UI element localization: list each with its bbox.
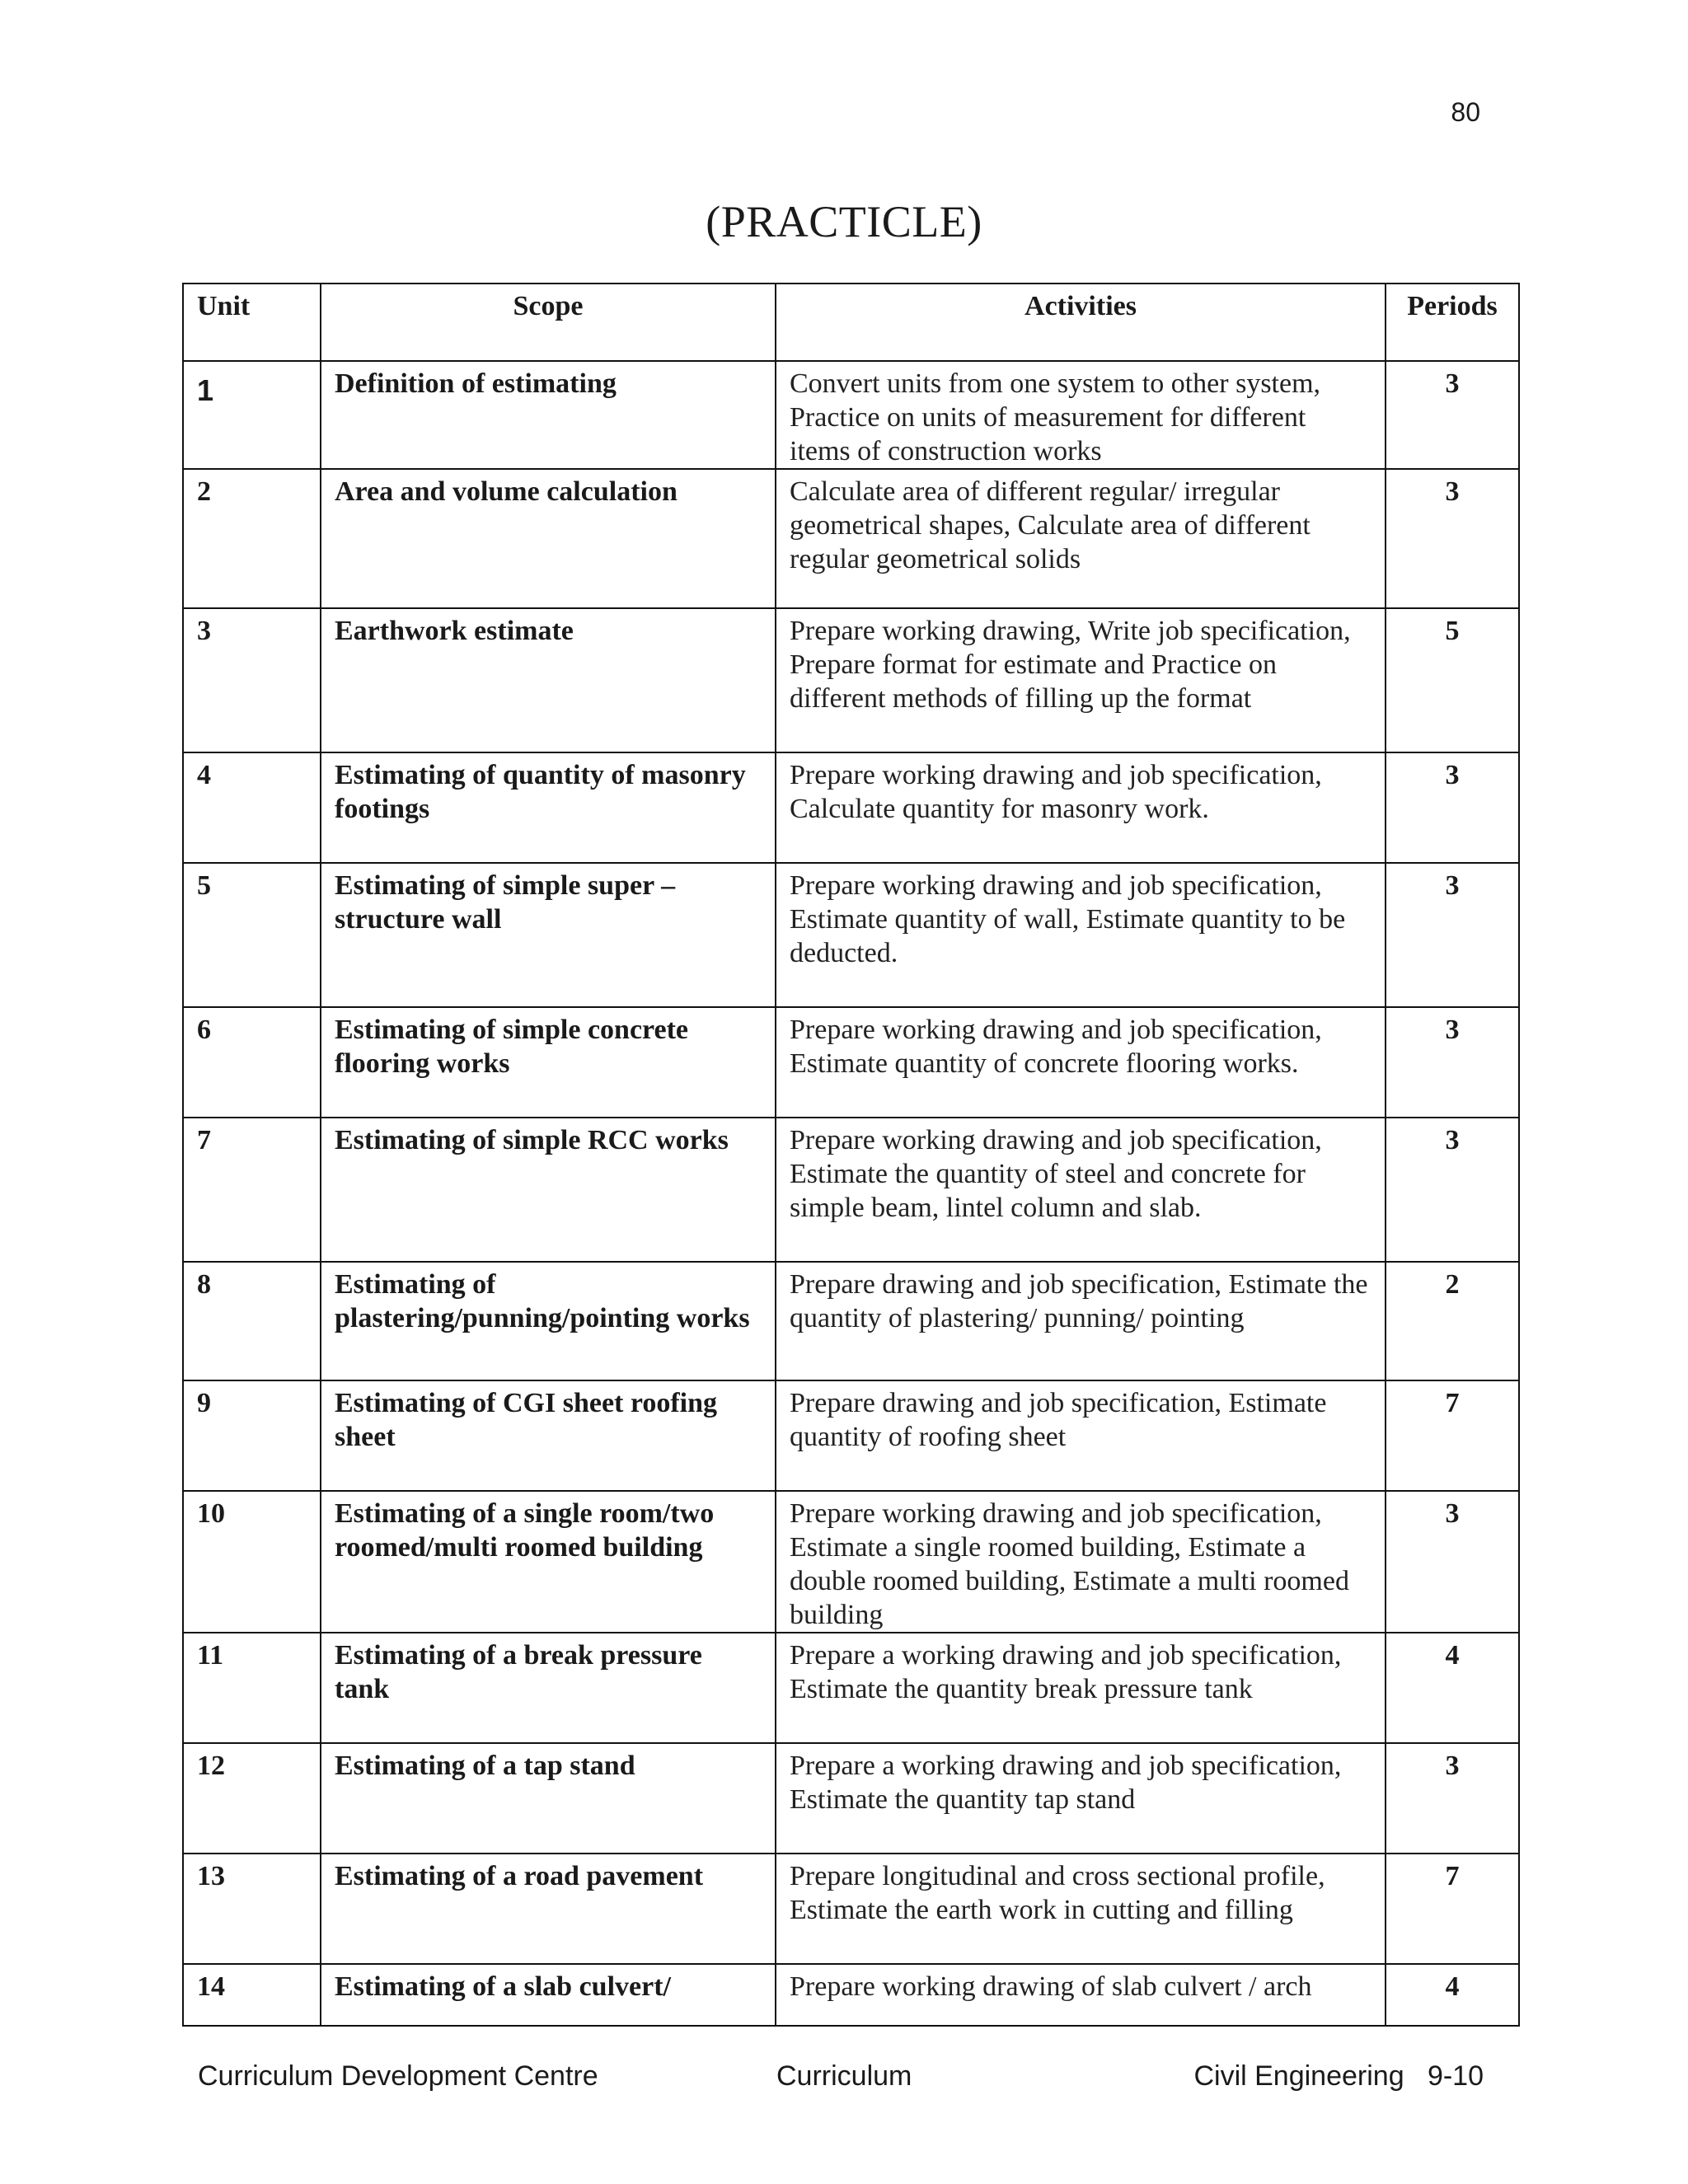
activity-cell: Prepare working drawing and job specification, Estimate quantity of wall, Estimate quantity to be deducted. (776, 863, 1386, 1007)
footer-right: Civil Engineering 9-10 (1193, 2060, 1484, 2092)
periods-cell: 3 (1386, 1007, 1519, 1118)
scope-cell: Estimating of simple RCC works (321, 1118, 776, 1262)
periods-cell: 4 (1386, 1964, 1519, 2026)
periods-cell: 7 (1386, 1380, 1519, 1491)
footer-left: Curriculum Development Centre (198, 2060, 598, 2092)
periods-cell: 5 (1386, 608, 1519, 752)
header-periods: Periods (1386, 284, 1519, 361)
scope-cell: Estimating of a single room/two roomed/multi roomed building (321, 1491, 776, 1633)
unit-cell: 12 (183, 1743, 321, 1854)
scope-cell: Estimating of a road pavement (321, 1854, 776, 1964)
periods-cell: 3 (1386, 1491, 1519, 1633)
table-row (183, 1380, 1519, 1491)
table-row (183, 1007, 1519, 1118)
unit-cell: 4 (183, 752, 321, 863)
periods-cell: 3 (1386, 1743, 1519, 1854)
page-title: (PRACTICLE) (706, 197, 982, 246)
header-activities: Activities (776, 284, 1386, 361)
unit-cell: 11 (183, 1633, 321, 1743)
activity-cell: Prepare drawing and job specification, Estimate the quantity of plastering/ punning/ pointing (776, 1262, 1386, 1380)
periods-cell: 3 (1386, 752, 1519, 863)
scope-cell: Estimating of simple concrete flooring works (321, 1007, 776, 1118)
scope-cell: Estimating of a break pressure tank (321, 1633, 776, 1743)
periods-cell: 4 (1386, 1633, 1519, 1743)
syllabus-table (182, 283, 1520, 2027)
activity-cell: Prepare longitudinal and cross sectional profile, Estimate the earth work in cutting and filling (776, 1854, 1386, 1964)
unit-cell: 8 (183, 1262, 321, 1380)
footer-center: Curriculum (776, 2060, 912, 2092)
page-number: 80 (1451, 97, 1480, 127)
unit-cell: 13 (183, 1854, 321, 1964)
table-row (183, 863, 1519, 1007)
table-row (183, 469, 1519, 608)
table-row (183, 1854, 1519, 1964)
table-row (183, 1633, 1519, 1743)
activity-cell: Prepare a working drawing and job specification, Estimate the quantity tap stand (776, 1743, 1386, 1854)
periods-cell: 3 (1386, 469, 1519, 608)
periods-cell: 7 (1386, 1854, 1519, 1964)
unit-cell: 3 (183, 608, 321, 752)
scope-cell: Area and volume calculation (321, 469, 776, 608)
activity-cell: Prepare working drawing, Write job specification, Prepare format for estimate and Practice on different methods of filling up the format (776, 608, 1386, 752)
unit-cell: 14 (183, 1964, 321, 2026)
table-row (183, 1964, 1519, 2026)
periods-cell: 3 (1386, 1118, 1519, 1262)
scope-cell: Definition of estimating (321, 361, 776, 469)
table-header-row (183, 284, 1519, 361)
table-row (183, 361, 1519, 469)
periods-cell: 3 (1386, 361, 1519, 469)
table-row (183, 608, 1519, 752)
scope-cell: Earthwork estimate (321, 608, 776, 752)
unit-cell: 1 (183, 361, 321, 469)
activity-cell: Prepare working drawing of slab culvert / arch (776, 1964, 1386, 2026)
header-unit: Unit (183, 284, 321, 361)
activity-cell: Prepare working drawing and job specification, Estimate a single roomed building, Estimate a double roomed building, Estimate a multi roomed building (776, 1491, 1386, 1633)
table-row (183, 1262, 1519, 1380)
scope-cell: Estimating of CGI sheet roofing sheet (321, 1380, 776, 1491)
table-row (183, 1491, 1519, 1633)
activity-cell: Prepare working drawing and job specification, Estimate quantity of concrete flooring works. (776, 1007, 1386, 1118)
scope-cell: Estimating of a tap stand (321, 1743, 776, 1854)
unit-cell: 2 (183, 469, 321, 608)
activity-cell: Calculate area of different regular/ irregular geometrical shapes, Calculate area of different regular geometrical solids (776, 469, 1386, 608)
unit-cell: 6 (183, 1007, 321, 1118)
unit-cell: 5 (183, 863, 321, 1007)
scope-cell: Estimating of simple super – structure wall (321, 863, 776, 1007)
activity-cell: Prepare a working drawing and job specification, Estimate the quantity break pressure tank (776, 1633, 1386, 1743)
activity-cell: Prepare drawing and job specification, Estimate quantity of roofing sheet (776, 1380, 1386, 1491)
unit-cell: 7 (183, 1118, 321, 1262)
table-row (183, 1118, 1519, 1262)
unit-cell: 9 (183, 1380, 321, 1491)
scope-cell: Estimating of quantity of masonry footings (321, 752, 776, 863)
unit-cell: 10 (183, 1491, 321, 1633)
activity-cell: Convert units from one system to other system, Practice on units of measurement for different items of construction works (776, 361, 1386, 469)
periods-cell: 3 (1386, 863, 1519, 1007)
scope-cell: Estimating of plastering/punning/pointing works (321, 1262, 776, 1380)
periods-cell: 2 (1386, 1262, 1519, 1380)
activity-cell: Prepare working drawing and job specification, Estimate the quantity of steel and concrete for simple beam, lintel column and slab. (776, 1118, 1386, 1262)
table-row (183, 1743, 1519, 1854)
header-scope: Scope (321, 284, 776, 361)
activity-cell: Prepare working drawing and job specification, Calculate quantity for masonry work. (776, 752, 1386, 863)
scope-cell: Estimating of a slab culvert/ (321, 1964, 776, 2026)
table-row (183, 752, 1519, 863)
